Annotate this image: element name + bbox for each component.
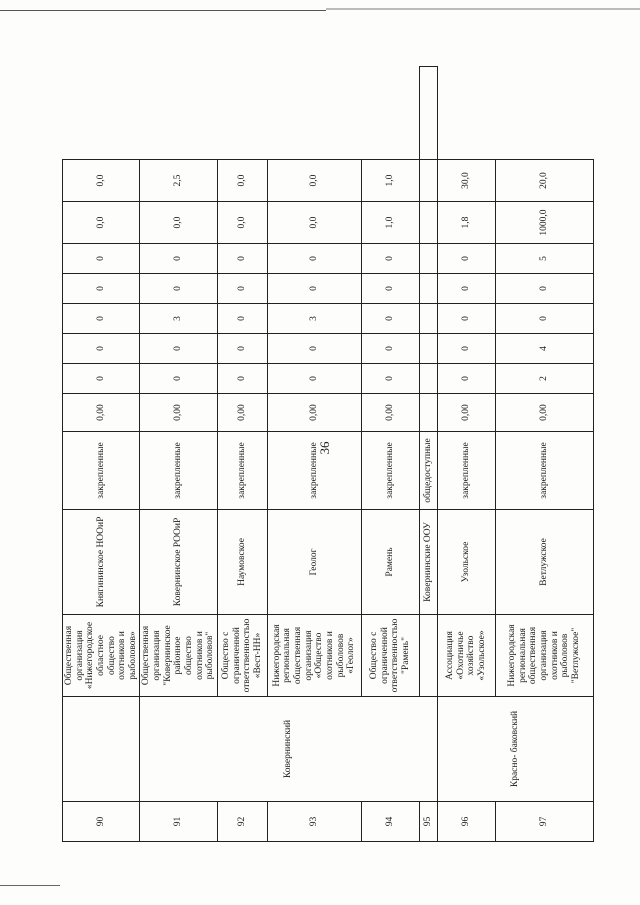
- row-number: 94: [361, 802, 419, 842]
- organization-cell: Общество с ограниченной ответственностью "Рамень": [361, 615, 419, 697]
- area-cell: 0,00: [361, 394, 419, 432]
- row-number: 97: [495, 802, 593, 842]
- value-cell: 4: [495, 334, 593, 364]
- area-cell: 0,00: [495, 394, 593, 432]
- organization-cell: [419, 615, 437, 697]
- value-cell: 0: [63, 274, 140, 304]
- value-cell: 0: [267, 244, 361, 274]
- value-cell: 1,0: [361, 160, 419, 202]
- value-cell: 0: [437, 304, 495, 334]
- organization-cell: Ассоциация «Охотничье хозяйство «Узольское»: [437, 615, 495, 697]
- district-cell-kovernino: Ковернинский: [140, 697, 437, 802]
- ground-type-cell: закрепленные: [217, 432, 267, 510]
- hunting-ground-cell: Геолог: [267, 510, 361, 615]
- value-cell: 0: [63, 364, 140, 394]
- hunting-ground-cell: Наумовское: [217, 510, 267, 615]
- hunting-ground-cell: Ковернинские ООУ: [419, 510, 437, 615]
- table-row: [63, 67, 140, 842]
- value-cell: 3: [267, 304, 361, 334]
- value-cell: 0: [140, 334, 217, 364]
- value-cell: 0,0: [140, 202, 217, 244]
- row-number: 92: [217, 802, 267, 842]
- value-cell: 0: [495, 274, 593, 304]
- top-rule: [0, 10, 326, 11]
- value-cell: 0: [361, 304, 419, 334]
- value-cell: 0: [361, 364, 419, 394]
- value-cell: 0: [63, 334, 140, 364]
- value-cell: [419, 244, 437, 274]
- area-cell: 0,00: [267, 394, 361, 432]
- row-number: 90: [63, 802, 140, 842]
- value-cell: 1,8: [437, 202, 495, 244]
- area-cell: [419, 394, 437, 432]
- area-cell: 0,00: [140, 394, 217, 432]
- value-cell: 0: [140, 274, 217, 304]
- top-rule-faint: [326, 8, 640, 10]
- organization-cell: Общественная организация "Ковернинское районное общество охотников и рыболовов": [140, 615, 217, 697]
- organization-cell: Нижегородская региональная общественная организация «Общество охотников и рыболовов «Геолог»: [267, 615, 361, 697]
- value-cell: 0: [63, 304, 140, 334]
- value-cell: 0: [361, 334, 419, 364]
- organization-cell: Общественная организация «Нижегородское областное общество охотников и рыболовов»: [63, 615, 140, 697]
- value-cell: 0: [217, 334, 267, 364]
- rotated-table-wrapper: [62, 66, 581, 842]
- value-cell: 0,0: [217, 202, 267, 244]
- value-cell: 5: [495, 244, 593, 274]
- ground-type-cell: закрепленные: [267, 432, 361, 510]
- value-cell: 0: [63, 244, 140, 274]
- value-cell: 0: [217, 364, 267, 394]
- ground-type-cell: общедоступные: [419, 432, 437, 510]
- value-cell: 1,0: [361, 202, 419, 244]
- value-cell: 1000,0: [495, 202, 593, 244]
- organization-cell: Нижегородская региональная общественная организация охотников и рыболовов "Ветлужское": [495, 615, 593, 697]
- ground-type-cell: закрепленные: [495, 432, 593, 510]
- value-cell: 0: [267, 364, 361, 394]
- value-cell: 0: [140, 364, 217, 394]
- hunting-ground-cell: Ковернинское РООиР: [140, 510, 217, 615]
- hunting-grounds-table: [62, 66, 594, 842]
- hunting-ground-cell: Ветлужское: [495, 510, 593, 615]
- hunting-ground-cell: Рамень: [361, 510, 419, 615]
- value-cell: 2: [495, 364, 593, 394]
- value-cell: [419, 67, 437, 160]
- value-cell: 0: [437, 274, 495, 304]
- value-cell: 0: [361, 274, 419, 304]
- value-cell: 30,0: [437, 160, 495, 202]
- value-cell: 0: [267, 274, 361, 304]
- organization-cell: Общество с ограниченной ответственностью «Вест-НН»: [217, 615, 267, 697]
- hunting-ground-cell: Княгининское НООиР: [63, 510, 140, 615]
- district-cell-empty: [63, 697, 140, 802]
- area-cell: 0,00: [217, 394, 267, 432]
- value-cell: 0,0: [217, 160, 267, 202]
- value-cell: 2,5: [140, 160, 217, 202]
- value-cell: 0: [217, 304, 267, 334]
- value-cell: [419, 274, 437, 304]
- footer-rule: [0, 885, 60, 886]
- value-cell: 0: [140, 244, 217, 274]
- value-cell: 0: [437, 364, 495, 394]
- row-number: 91: [140, 802, 217, 842]
- value-cell: 20,0: [495, 160, 593, 202]
- value-cell: [419, 160, 437, 202]
- value-cell: [419, 202, 437, 244]
- value-cell: 0: [437, 334, 495, 364]
- area-cell: 0,00: [63, 394, 140, 432]
- row-number: 95: [419, 802, 437, 842]
- row-number: 93: [267, 802, 361, 842]
- row-number: 96: [437, 802, 495, 842]
- ground-type-cell: закрепленные: [437, 432, 495, 510]
- value-cell: 0,0: [267, 160, 361, 202]
- value-cell: 0: [217, 274, 267, 304]
- district-cell-krasnobakovsky: Красно- баковский: [437, 697, 593, 802]
- value-cell: [419, 334, 437, 364]
- value-cell: 0: [267, 334, 361, 364]
- value-cell: [419, 304, 437, 334]
- ground-type-cell: закрепленные: [140, 432, 217, 510]
- value-cell: 0: [217, 244, 267, 274]
- ground-type-cell: закрепленные: [63, 432, 140, 510]
- value-cell: 0: [361, 244, 419, 274]
- table-row: [437, 67, 495, 842]
- area-cell: 0,00: [437, 394, 495, 432]
- value-cell: 0: [495, 304, 593, 334]
- hunting-ground-cell: Узольское: [437, 510, 495, 615]
- value-cell: [419, 364, 437, 394]
- page-number: 36: [317, 441, 332, 455]
- table-row: [140, 67, 217, 842]
- value-cell: 0,0: [63, 202, 140, 244]
- value-cell: 0,0: [63, 160, 140, 202]
- value-cell: 0,0: [267, 202, 361, 244]
- ground-type-cell: закрепленные: [361, 432, 419, 510]
- value-cell: 3: [140, 304, 217, 334]
- value-cell: 0: [437, 244, 495, 274]
